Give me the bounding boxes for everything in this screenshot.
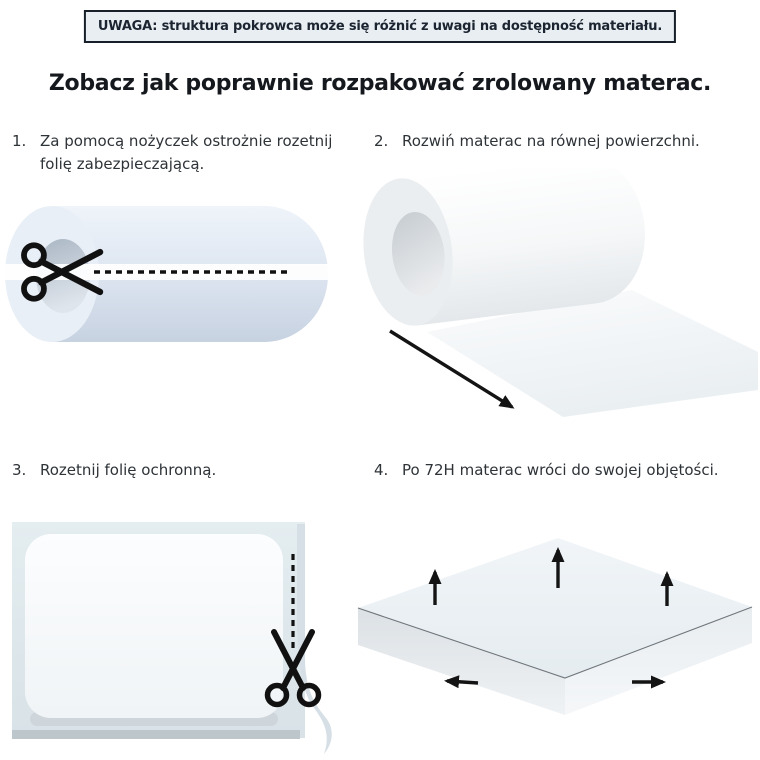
step-1-number: 1. bbox=[12, 132, 27, 150]
illustration-film-cut bbox=[0, 506, 340, 756]
notice-banner-text: UWAGA: struktura pokrowca może się różnić z uwagi na dostępność materiału. bbox=[97, 19, 663, 34]
step-3-text: Rozetnij folię ochronną. bbox=[40, 461, 217, 479]
illustration-mattress-expanding bbox=[356, 532, 758, 724]
step-2-caption bbox=[374, 130, 756, 153]
step-4-text: Po 72H materac wróci do swojej objętości. bbox=[402, 461, 719, 479]
step-3-caption bbox=[12, 459, 350, 482]
step-2-number: 2. bbox=[374, 132, 389, 150]
step-3-number: 3. bbox=[12, 461, 27, 479]
step-1-caption bbox=[12, 130, 350, 177]
step-4-number: 4. bbox=[374, 461, 389, 479]
illustration-rolled-mattress-cut bbox=[2, 190, 332, 400]
illustration-mattress-unrolling bbox=[362, 168, 758, 424]
page-title: Zobacz jak poprawnie rozpakować zrolowany materac. bbox=[48, 70, 712, 96]
flat-mattress bbox=[25, 534, 283, 718]
step-2-text: Rozwiń materac na równej powierzchni. bbox=[402, 132, 700, 150]
film-bottom-edge bbox=[12, 730, 300, 739]
step-4-caption bbox=[374, 459, 758, 482]
step-1-text: Za pomocą nożyczek ostrożnie rozetnij folię zabezpieczającą. bbox=[40, 132, 333, 174]
notice-banner bbox=[84, 10, 676, 43]
expand-left-arrow-icon bbox=[447, 681, 478, 683]
